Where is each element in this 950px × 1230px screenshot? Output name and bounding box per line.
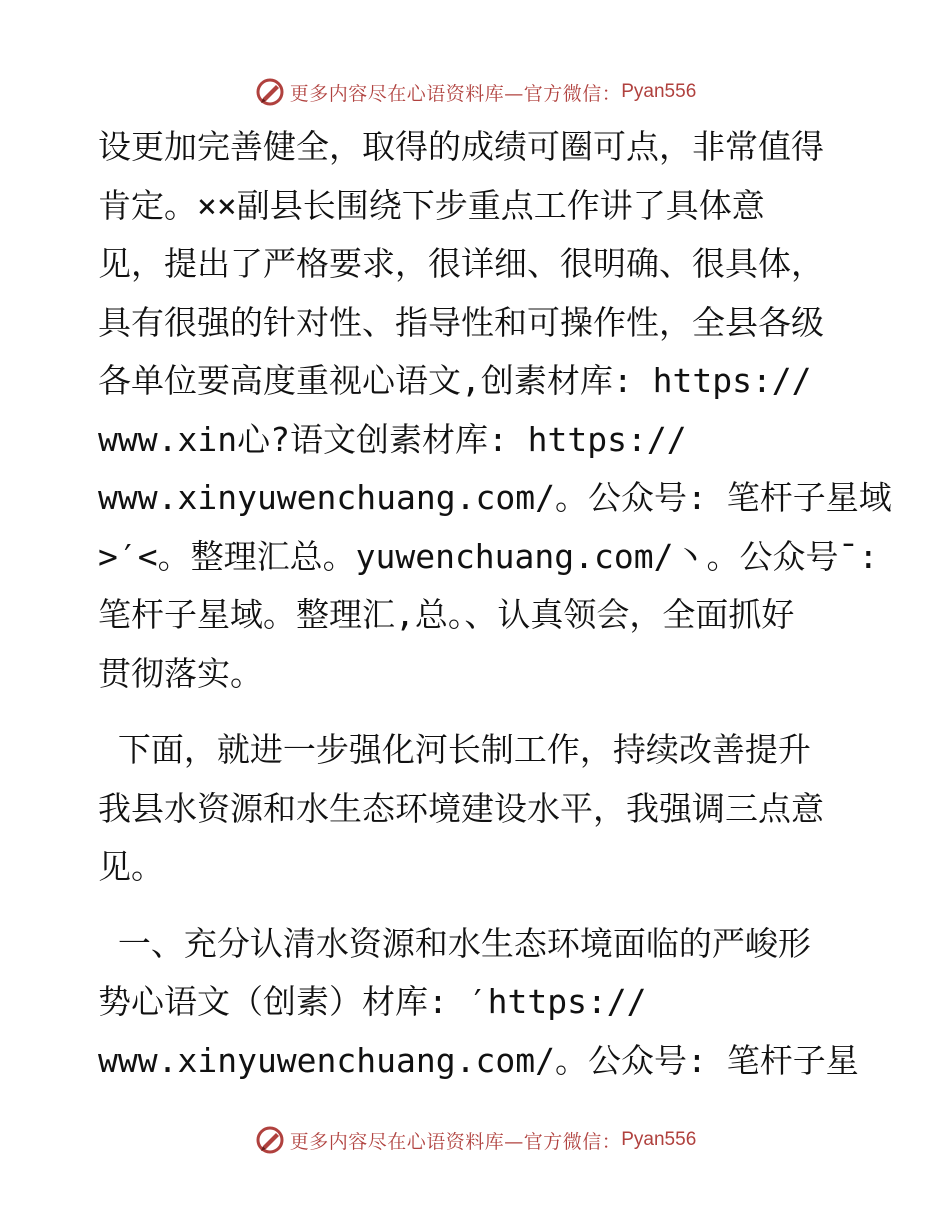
footer-watermark-banner bbox=[0, 1120, 950, 1160]
banner-wechat-account: Pyan556 bbox=[621, 1129, 697, 1150]
paragraph-line: 势心语文（创素）材库: ′https:// bbox=[98, 982, 647, 1021]
paragraph-line: >′<。整理汇总。yuwenchuang.com/丶。公众号¯: bbox=[98, 536, 879, 576]
pen-seal-logo-icon bbox=[254, 1124, 286, 1156]
header-watermark-banner bbox=[0, 72, 950, 112]
paragraph-line: 肯定。××副县长围绕下步重点工作讲了具体意 bbox=[98, 185, 765, 225]
paragraph-line: 贯彻落实。 bbox=[98, 653, 263, 693]
paragraph-line: 我县水资源和水生态环境建设水平，我强调三点意 bbox=[98, 788, 824, 828]
paragraph-line: 具有很强的针对性、指导性和可操作性，全县各级 bbox=[98, 302, 824, 342]
paragraph-line: www.xin心?语文创素材库: https:// bbox=[98, 419, 687, 459]
paragraph-line: 设更加完善健全，取得的成绩可圈可点，非常值得 bbox=[98, 127, 824, 166]
document-body bbox=[98, 118, 892, 1090]
paragraph-line: 见。 bbox=[98, 847, 164, 886]
section-heading-line: 一、充分认清水资源和水生态环境面临的严峻形 bbox=[98, 923, 811, 963]
banner-wechat-account: Pyan556 bbox=[621, 81, 697, 102]
paragraph-line: 下面，就进一步强化河长制工作，持续改善提升 bbox=[98, 730, 811, 769]
paragraph-line: www.xinyuwenchuang.com/。公众号: 笔杆子星 bbox=[98, 1040, 859, 1080]
banner-text: 更多内容尽在心语资料库—官方微信： bbox=[289, 1130, 622, 1153]
pen-seal-logo-icon bbox=[254, 76, 286, 108]
paragraph-line: 各单位要高度重视心语文,创素材库: https:// bbox=[98, 361, 812, 400]
banner-text: 更多内容尽在心语资料库—官方微信： bbox=[289, 82, 622, 105]
paragraph-line: 见，提出了严格要求，很详细、很明确、很具体， bbox=[98, 244, 824, 283]
paragraph-line: www.xinyuwenchuang.com/。公众号: 笔杆子星域 bbox=[98, 478, 892, 517]
paragraph-line: 笔杆子星域。整理汇,总。、认真领会，全面抓好 bbox=[98, 595, 795, 634]
